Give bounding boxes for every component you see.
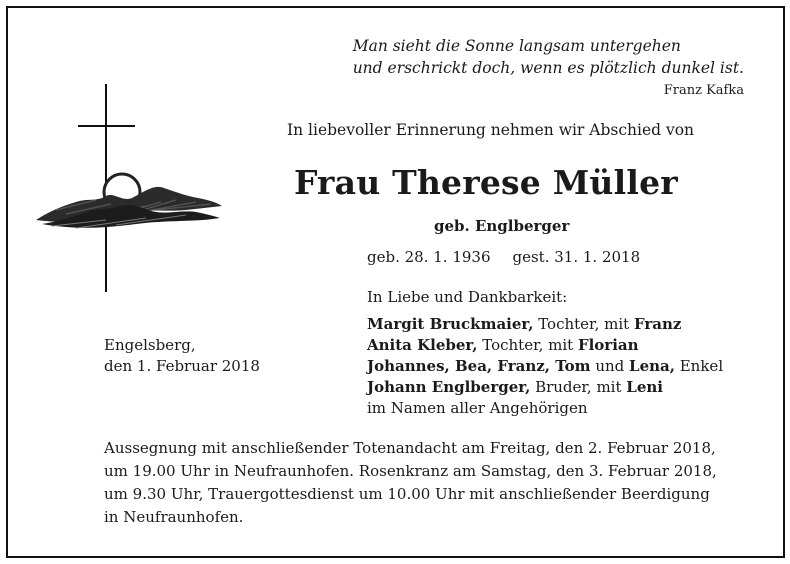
- service-info-line-1: Aussegnung mit anschließender Totenandacht am Freitag, den 2. Februar 2018,: [104, 439, 716, 457]
- mourner-partner: Franz: [633, 315, 682, 333]
- mourner-name: Anita Kleber,: [367, 336, 478, 354]
- mourner-name: Johann Englberger,: [367, 378, 531, 396]
- quote-block: [353, 35, 744, 79]
- cross-sunset-mountains-icon: [36, 84, 226, 292]
- mourner-conjunction: und: [590, 357, 630, 375]
- mourners-closing: im Namen aller Angehörigen: [367, 399, 588, 417]
- mourner-relation: Tochter, mit: [477, 336, 578, 354]
- deceased-name: Frau Therese Müller: [294, 163, 678, 202]
- mourner-partner: Leni: [626, 378, 663, 396]
- mourner-partner: Florian: [577, 336, 639, 354]
- mourner-name: Lena,: [629, 357, 675, 375]
- place: Engelsberg,: [104, 336, 196, 354]
- quote-line-2: und erschrickt doch, wenn es plötzlich dunkel ist.: [352, 59, 744, 77]
- mourner-names: Johannes, Bea, Franz, Tom: [367, 357, 591, 375]
- birth-date: geb. 28. 1. 1936: [367, 248, 491, 266]
- mourner-line-3: [367, 356, 723, 377]
- place-date: [104, 335, 260, 377]
- mourner-line-4: [367, 377, 723, 398]
- mourners-list: [367, 314, 723, 419]
- quote-line-1: Man sieht die Sonne langsam untergehen: [352, 37, 681, 55]
- mourner-name: Margit Bruckmaier,: [367, 315, 534, 333]
- maiden-name: geb. Englberger: [434, 217, 570, 235]
- service-info: [104, 437, 717, 529]
- death-date: gest. 31. 1. 2018: [512, 248, 641, 266]
- service-info-line-3: um 9.30 Uhr, Trauergottesdienst um 10.00 Uhr mit anschließender Beerdigung: [104, 485, 710, 503]
- mourners-heading: In Liebe und Dankbarkeit:: [367, 288, 568, 306]
- mourner-relation: Bruder, mit: [530, 378, 627, 396]
- quote-author: Franz Kafka: [663, 83, 744, 98]
- service-info-line-2: um 19.00 Uhr in Neufraunhofen. Rosenkranz am Samstag, den 3. Februar 2018,: [104, 462, 717, 480]
- mourner-relation: Enkel: [674, 357, 724, 375]
- mourner-line-1: [367, 314, 723, 335]
- date: den 1. Februar 2018: [104, 357, 260, 375]
- mourner-line-2: [367, 335, 723, 356]
- service-info-line-4: in Neufraunhofen.: [104, 508, 244, 526]
- intro-text: In liebevoller Erinnerung nehmen wir Abschied von: [287, 121, 695, 139]
- life-dates: [367, 248, 640, 266]
- mourner-relation: Tochter, mit: [533, 315, 634, 333]
